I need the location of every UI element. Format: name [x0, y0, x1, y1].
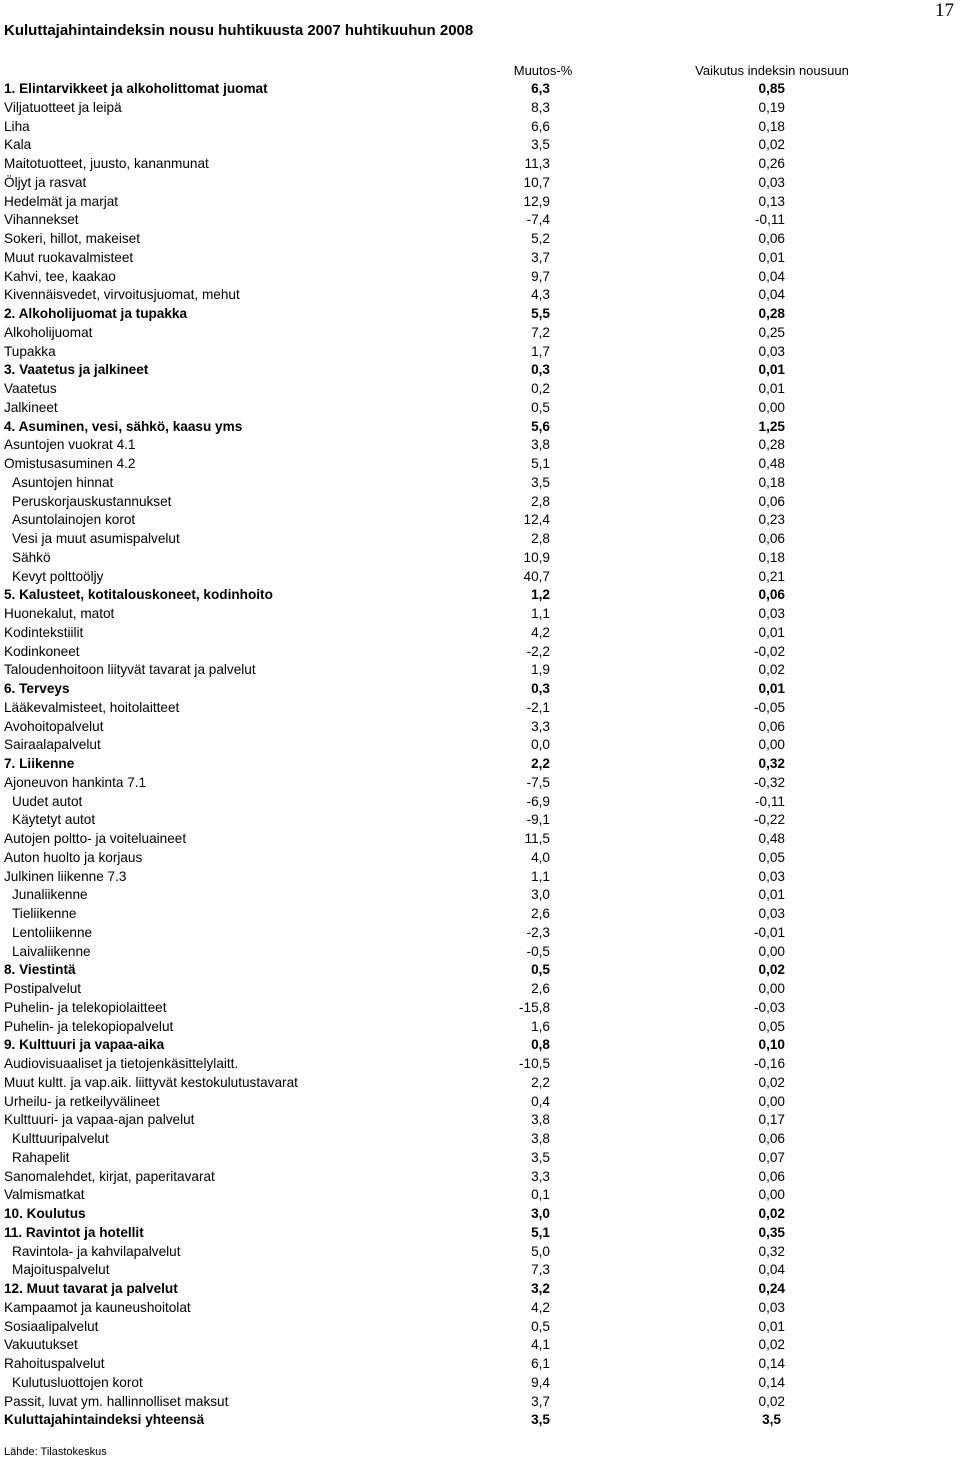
change-value: 5,1 [531, 1224, 550, 1240]
table-row [0, 361, 960, 380]
impact-value: 0,04 [758, 1262, 785, 1278]
table-row [0, 943, 960, 962]
row-label: Tieliikenne [12, 906, 77, 921]
impact-value: 0,14 [758, 1356, 785, 1371]
change-value: -7,5 [526, 774, 550, 790]
table-row [0, 249, 960, 268]
impact-value: -0,03 [754, 999, 785, 1015]
impact-value: 0,01 [758, 249, 785, 265]
row-label: Kala [4, 137, 32, 153]
row-label: Taloudenhoitoon liityvät tavarat ja palvelut [4, 662, 256, 678]
change-value: 1,1 [531, 606, 550, 621]
table-row [0, 680, 960, 699]
table-row [0, 774, 960, 793]
table-row [0, 1093, 960, 1112]
change-value: 4,0 [531, 849, 550, 865]
row-label: Hedelmät ja marjat [4, 193, 119, 209]
change-value: 3,5 [531, 1412, 550, 1428]
impact-value: 0,01 [758, 681, 785, 696]
impact-value: -0,02 [754, 643, 785, 659]
change-value: 1,6 [531, 1018, 550, 1034]
table-row [0, 399, 960, 418]
table-row [0, 1299, 960, 1318]
row-label: Sairaalapalvelut [4, 737, 101, 753]
row-label: 3. Vaatetus ja jalkineet [4, 362, 149, 378]
impact-value: 0,24 [758, 1281, 785, 1296]
table-row [0, 1411, 960, 1430]
table-row [0, 99, 960, 118]
impact-value: 0,18 [758, 549, 785, 565]
table-row [0, 549, 960, 568]
row-label: 2. Alkoholijuomat ja tupakka [4, 306, 188, 321]
data-table [0, 80, 960, 1430]
row-label: Muut ruokavalmisteet [4, 249, 134, 265]
row-label: 5. Kalusteet, kotitalouskoneet, kodinhoito [4, 587, 273, 603]
change-value: 3,3 [531, 718, 550, 734]
impact-value: 1,25 [758, 418, 785, 434]
table-row [0, 1055, 960, 1074]
row-label: Ravintola- ja kahvilapalvelut [12, 1243, 181, 1259]
row-label: Sanomalehdet, kirjat, paperitavarat [4, 1168, 215, 1184]
row-label: Huonekalut, matot [4, 606, 115, 621]
row-label: Muut kultt. ja vap.aik. liittyvät kestokulutustavarat [4, 1074, 298, 1090]
row-label: Valmismatkat [4, 1187, 85, 1203]
table-row [0, 1018, 960, 1037]
row-label: Sokeri, hillot, makeiset [4, 231, 140, 246]
row-label: Peruskorjauskustannukset [12, 493, 172, 509]
impact-value: 0,00 [758, 981, 785, 996]
table-row [0, 1111, 960, 1130]
impact-value: 3,5 [762, 1412, 781, 1428]
impact-value: 0,26 [758, 156, 785, 171]
table-row [0, 418, 960, 437]
table-row [0, 193, 960, 212]
change-value: 0,3 [531, 681, 550, 696]
table-row [0, 624, 960, 643]
impact-value: 0,01 [758, 624, 785, 640]
change-value: 0,8 [531, 1037, 550, 1053]
table-row [0, 568, 960, 587]
table-row [0, 474, 960, 493]
table-row [0, 661, 960, 680]
impact-value: 0,48 [758, 831, 785, 846]
row-label: Kodinkoneet [4, 643, 80, 659]
table-row [0, 1355, 960, 1374]
change-value: 0,5 [531, 1318, 550, 1334]
impact-value: 0,07 [758, 1149, 785, 1165]
row-label: Kulutusluottojen korot [12, 1374, 143, 1390]
change-value: 3,8 [531, 1131, 550, 1146]
change-value: 6,1 [531, 1356, 550, 1371]
change-value: 12,9 [523, 193, 550, 209]
change-value: 9,7 [531, 268, 550, 284]
impact-value: 0,03 [758, 868, 785, 884]
row-label: Omistusasuminen 4.2 [4, 456, 136, 471]
impact-value: 0,02 [758, 1206, 785, 1221]
table-row [0, 436, 960, 455]
source-note: Lähde: Tilastokeskus [4, 1446, 107, 1458]
row-label: Majoituspalvelut [12, 1262, 110, 1278]
change-value: 4,1 [531, 1337, 550, 1353]
change-value: 0,5 [531, 962, 550, 978]
change-value: 5,0 [531, 1243, 550, 1259]
impact-value: 0,02 [758, 662, 785, 678]
change-value: 3,5 [531, 1149, 550, 1165]
impact-value: 0,06 [758, 493, 785, 509]
change-value: 12,4 [523, 512, 550, 528]
table-row [0, 961, 960, 980]
row-label: 10. Koulutus [4, 1206, 86, 1221]
table-row [0, 980, 960, 999]
row-label: Uudet autot [12, 793, 83, 809]
change-value: 3,3 [531, 1168, 550, 1184]
impact-value: 0,13 [758, 193, 785, 209]
impact-value: 0,04 [758, 268, 785, 284]
table-row [0, 1261, 960, 1280]
row-label: Kuluttajahintaindeksi yhteensä [4, 1412, 205, 1428]
impact-value: 0,04 [758, 287, 785, 303]
table-row [0, 868, 960, 887]
impact-value: 0,32 [758, 1243, 785, 1259]
change-value: 3,0 [531, 887, 550, 903]
change-value: 0,4 [531, 1093, 550, 1109]
impact-value: 0,48 [758, 456, 785, 471]
row-label: Viljatuotteet ja leipä [4, 99, 122, 115]
row-label: Puhelin- ja telekopiopalvelut [4, 1018, 174, 1034]
table-row [0, 1186, 960, 1205]
change-value: 3,7 [531, 249, 550, 265]
row-label: 11. Ravintot ja hotellit [4, 1224, 144, 1240]
impact-value: -0,05 [754, 699, 785, 715]
table-row [0, 1149, 960, 1168]
table-row [0, 493, 960, 512]
row-label: Öljyt ja rasvat [4, 174, 87, 190]
row-label: Vaatetus [4, 381, 57, 396]
table-row [0, 736, 960, 755]
impact-value: -0,11 [755, 793, 785, 809]
change-value: 2,6 [531, 906, 550, 921]
table-row [0, 718, 960, 737]
change-value: 10,7 [523, 174, 550, 190]
change-value: 3,2 [531, 1281, 550, 1296]
row-label: Jalkineet [4, 399, 58, 415]
table-row [0, 1336, 960, 1355]
change-value: 5,2 [531, 231, 550, 246]
table-row [0, 530, 960, 549]
impact-value: 0,19 [758, 99, 785, 115]
change-value: 2,8 [531, 493, 550, 509]
impact-value: 0,01 [758, 887, 785, 903]
table-row [0, 230, 960, 249]
row-label: Rahoituspalvelut [4, 1356, 105, 1371]
table-row [0, 605, 960, 624]
impact-value: 0,02 [758, 1074, 785, 1090]
table-row [0, 118, 960, 137]
impact-value: 0,03 [758, 343, 785, 359]
table-row [0, 174, 960, 193]
table-row [0, 80, 960, 99]
table-row [0, 755, 960, 774]
row-label: Laivaliikenne [12, 943, 91, 959]
table-row [0, 811, 960, 830]
impact-value: 0,05 [758, 1018, 785, 1034]
table-row [0, 699, 960, 718]
change-value: 0,5 [531, 399, 550, 415]
row-label: Sähkö [12, 549, 51, 565]
change-value: 0,3 [531, 362, 550, 378]
impact-value: 0,06 [758, 718, 785, 734]
impact-value: 0,02 [758, 137, 785, 153]
row-label: Asuntolainojen korot [12, 512, 136, 528]
impact-value: 0,05 [758, 849, 785, 865]
impact-value: 0,28 [758, 306, 785, 321]
impact-value: 0,03 [758, 174, 785, 190]
column-header-impact: Vaikutus indeksin nousuun [695, 63, 849, 78]
table-row [0, 1243, 960, 1262]
row-label: Ajoneuvon hankinta 7.1 [4, 774, 147, 790]
table-row [0, 211, 960, 230]
impact-value: -0,11 [755, 212, 785, 228]
impact-value: -0,32 [754, 774, 785, 790]
impact-value: 0,14 [758, 1374, 785, 1390]
impact-value: 0,17 [758, 1112, 785, 1128]
change-value: 7,3 [531, 1262, 550, 1278]
row-label: Lääkevalmisteet, hoitolaitteet [4, 699, 180, 715]
table-row [0, 849, 960, 868]
table-row [0, 1130, 960, 1149]
change-value: 1,9 [531, 662, 550, 678]
table-row [0, 511, 960, 530]
impact-value: 0,00 [758, 1093, 785, 1109]
change-value: 6,6 [531, 118, 550, 134]
impact-value: 0,06 [758, 1131, 785, 1146]
table-row [0, 886, 960, 905]
change-value: 0,1 [531, 1187, 550, 1203]
impact-value: 0,85 [758, 81, 785, 96]
change-value: 3,5 [531, 137, 550, 153]
change-value: 4,2 [531, 1299, 550, 1315]
table-row [0, 155, 960, 174]
impact-value: -0,01 [754, 924, 785, 940]
change-value: 1,1 [531, 868, 550, 884]
page-title: Kuluttajahintaindeksin nousu huhtikuusta 2007 huhtikuuhun 2008 [4, 22, 474, 39]
change-value: -9,1 [526, 812, 550, 828]
table-row [0, 643, 960, 662]
change-value: 6,3 [531, 81, 550, 96]
row-label: Kivennäisvedet, virvoitusjuomat, mehut [4, 287, 240, 303]
row-label: 6. Terveys [4, 681, 70, 696]
row-label: Vesi ja muut asumispalvelut [12, 531, 180, 546]
impact-value: 0,18 [758, 118, 785, 134]
row-label: Tupakka [4, 343, 56, 359]
change-value: -6,9 [526, 793, 550, 809]
impact-value: 0,02 [758, 1337, 785, 1353]
table-row [0, 305, 960, 324]
impact-value: 0,06 [758, 1168, 785, 1184]
change-value: 8,3 [531, 99, 550, 115]
row-label: Alkoholijuomat [4, 324, 93, 340]
table-row [0, 1074, 960, 1093]
table-row [0, 924, 960, 943]
row-label: Passit, luvat ym. hallinnolliset maksut [4, 1393, 229, 1409]
change-value: 2,2 [531, 1074, 550, 1090]
table-row [0, 905, 960, 924]
change-value: -2,2 [526, 643, 550, 659]
change-value: -2,3 [526, 924, 550, 940]
change-value: 10,9 [523, 549, 550, 565]
change-value: -0,5 [526, 943, 550, 959]
change-value: 0,2 [531, 381, 550, 396]
table-row [0, 1374, 960, 1393]
change-value: 3,0 [531, 1206, 550, 1221]
change-value: 3,8 [531, 437, 550, 453]
row-label: Maitotuotteet, juusto, kananmunat [4, 156, 209, 171]
row-label: Rahapelit [12, 1149, 70, 1165]
table-row [0, 999, 960, 1018]
impact-value: 0,18 [758, 474, 785, 490]
impact-value: 0,28 [758, 437, 785, 453]
row-label: Vihannekset [4, 212, 79, 228]
row-label: Avohoitopalvelut [4, 718, 104, 734]
row-label: 12. Muut tavarat ja palvelut [4, 1281, 178, 1296]
change-value: -15,8 [519, 999, 550, 1015]
change-value: 4,3 [531, 287, 550, 303]
impact-value: 0,02 [758, 962, 785, 978]
change-value: -7,4 [526, 212, 550, 228]
row-label: Autojen poltto- ja voiteluaineet [4, 831, 187, 846]
impact-value: 0,06 [758, 587, 785, 603]
row-label: Asuntojen vuokrat 4.1 [4, 437, 136, 453]
row-label: Urheilu- ja retkeilyvälineet [4, 1093, 160, 1109]
table-row [0, 455, 960, 474]
row-label: Asuntojen hinnat [12, 474, 114, 490]
table-row [0, 1205, 960, 1224]
change-value: 2,8 [531, 531, 550, 546]
change-value: 40,7 [523, 568, 550, 584]
row-label: Kevyt polttoöljy [12, 568, 104, 584]
row-label: Liha [4, 118, 30, 134]
row-label: Julkinen liikenne 7.3 [4, 868, 127, 884]
impact-value: -0,16 [754, 1056, 785, 1071]
change-value: 2,2 [531, 756, 550, 771]
change-value: 1,2 [531, 587, 550, 603]
impact-value: 0,32 [758, 756, 785, 771]
change-value: 11,5 [524, 831, 550, 846]
row-label: Audiovisuaaliset ja tietojenkäsittelylaitt. [4, 1056, 239, 1071]
table-row [0, 343, 960, 362]
column-header-change: Muutos-% [513, 63, 573, 78]
impact-value: 0,06 [758, 531, 785, 546]
change-value: 5,5 [531, 306, 550, 321]
change-value: 3,7 [531, 1393, 550, 1409]
row-label: Sosiaalipalvelut [4, 1318, 99, 1334]
change-value: 3,8 [531, 1112, 550, 1128]
change-value: 0,0 [531, 737, 550, 753]
row-label: 7. Liikenne [4, 756, 75, 771]
row-label: Vakuutukset [4, 1337, 78, 1353]
impact-value: 0,03 [758, 1299, 785, 1315]
impact-value: 0,03 [758, 606, 785, 621]
table-row [0, 793, 960, 812]
row-label: 1. Elintarvikkeet ja alkoholittomat juomat [4, 81, 268, 96]
change-value: 11,3 [524, 156, 550, 171]
impact-value: 0,06 [758, 231, 785, 246]
table-row [0, 286, 960, 305]
table-row [0, 268, 960, 287]
row-label: 4. Asuminen, vesi, sähkö, kaasu yms [4, 418, 243, 434]
change-value: 1,7 [531, 343, 550, 359]
page-number: 17 [935, 0, 954, 21]
change-value: 9,4 [531, 1374, 550, 1390]
table-row [0, 1224, 960, 1243]
row-label: Käytetyt autot [12, 812, 96, 828]
row-label: Kulttuuri- ja vapaa-ajan palvelut [4, 1112, 195, 1128]
table-row [0, 1036, 960, 1055]
impact-value: 0,00 [758, 737, 785, 753]
table-row [0, 1280, 960, 1299]
impact-value: 0,00 [758, 943, 785, 959]
change-value: 5,6 [531, 418, 550, 434]
row-label: Postipalvelut [4, 981, 82, 996]
impact-value: 0,21 [758, 568, 785, 584]
row-label: Puhelin- ja telekopiolaitteet [4, 999, 167, 1015]
change-value: 7,2 [531, 324, 550, 340]
table-row [0, 1393, 960, 1412]
row-label: Auton huolto ja korjaus [4, 849, 143, 865]
impact-value: 0,01 [758, 362, 785, 378]
impact-value: 0,10 [758, 1037, 785, 1053]
row-label: Kahvi, tee, kaakao [4, 268, 116, 284]
impact-value: 0,00 [758, 1187, 785, 1203]
row-label: Kampaamot ja kauneushoitolat [4, 1299, 191, 1315]
change-value: 3,5 [531, 474, 550, 490]
change-value: 4,2 [531, 624, 550, 640]
impact-value: 0,00 [758, 399, 785, 415]
impact-value: 0,35 [758, 1224, 785, 1240]
table-row [0, 586, 960, 605]
impact-value: 0,01 [758, 1318, 785, 1334]
row-label: Kulttuuripalvelut [12, 1131, 109, 1146]
impact-value: -0,22 [754, 812, 785, 828]
impact-value: 0,03 [758, 906, 785, 921]
row-label: 8. Viestintä [4, 962, 76, 978]
impact-value: 0,02 [758, 1393, 785, 1409]
table-row [0, 324, 960, 343]
change-value: -2,1 [526, 699, 550, 715]
table-row [0, 380, 960, 399]
table-row [0, 830, 960, 849]
row-label: Kodintekstiilit [4, 624, 84, 640]
change-value: -10,5 [519, 1056, 550, 1071]
impact-value: 0,01 [758, 381, 785, 396]
table-row [0, 1168, 960, 1187]
row-label: Lentoliikenne [12, 924, 93, 940]
change-value: 5,1 [531, 456, 550, 471]
table-row [0, 1318, 960, 1337]
change-value: 2,6 [531, 981, 550, 996]
impact-value: 0,25 [758, 324, 785, 340]
row-label: 9. Kulttuuri ja vapaa-aika [4, 1037, 165, 1053]
row-label: Junaliikenne [12, 887, 88, 903]
impact-value: 0,23 [758, 512, 785, 528]
table-row [0, 136, 960, 155]
